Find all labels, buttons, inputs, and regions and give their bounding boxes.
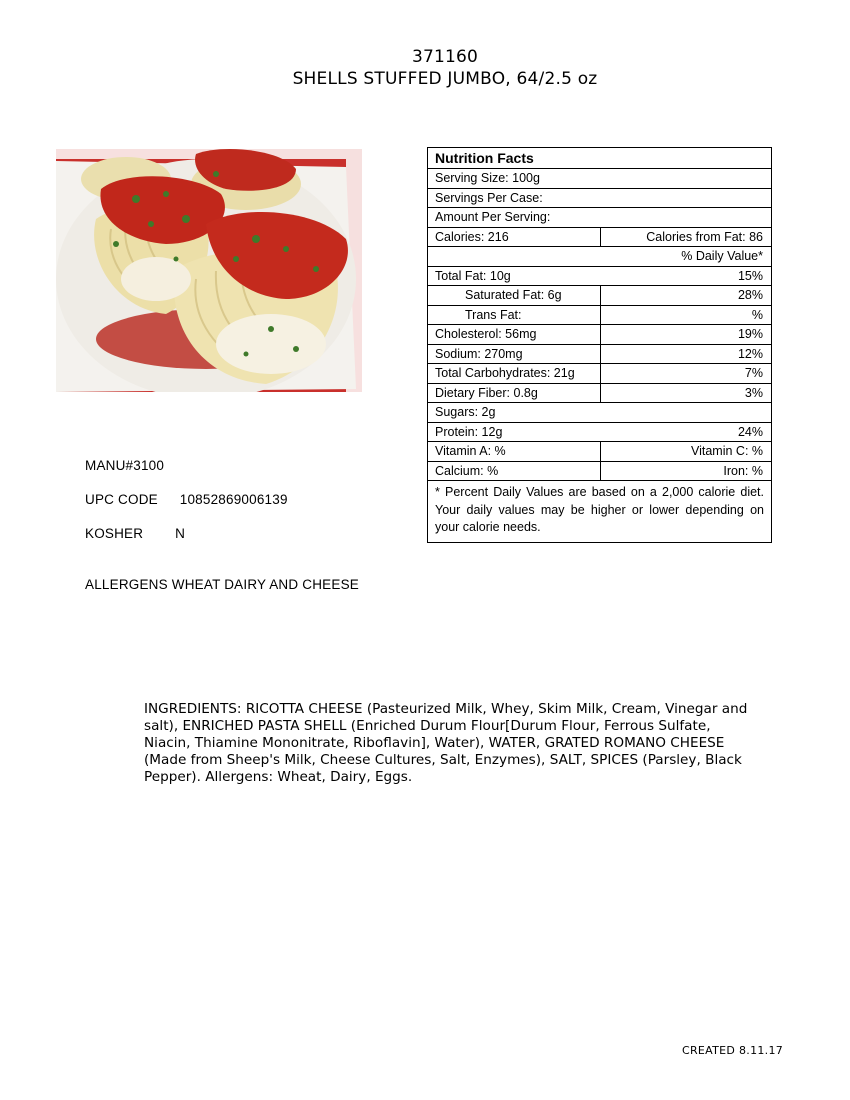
serving-size-row [428,169,771,189]
protein: Protein: 12g [435,424,503,439]
sodium: Sodium: 270mg [428,345,601,364]
product-name: SHELLS STUFFED JUMBO, 64/2.5 oz [292,69,598,89]
total-fat-row [428,267,771,287]
daily-value-footnote: * Percent Daily Values are based on a 2,000 calorie diet. Your daily values may be higher or lower depending on your calorie needs. [435,485,764,534]
calories-row [428,228,771,248]
ingredients-text: INGREDIENTS: RICOTTA CHEESE (Pasteurized Milk, Whey, Skim Milk, Cream, Vinegar and salt), ENRICHED PASTA SHELL (Enriched Durum Flour[Durum Flour, Ferrous Sulfate, Niacin, Thiamine Mononitrate, Riboflavin], Water), WATER, GRATED ROMANO CHEESE (Made from Sheep's Milk, Cheese Cultures, Salt, Enzymes), SALT, SPICES (Parsley, Black Pepper). Allergens: Wheat, Dairy, Eggs. [144,701,748,785]
vitamins-row [428,442,771,462]
kosher-line [85,526,185,541]
servings-per-case: Servings Per Case: [435,190,543,205]
stuffed-shells-illustration [56,149,362,392]
vitamin-a: Vitamin A: % [428,442,601,461]
kosher-label: KOSHER [85,526,144,541]
upc-value: 10852869006139 [179,492,288,507]
sodium-row [428,345,771,365]
protein-row [428,423,771,443]
upc-code-line [85,492,288,507]
sugars-row [428,403,771,423]
protein-dv: 24% [737,424,763,439]
calcium: Calcium: % [428,462,601,481]
vitamin-c: Vitamin C: % [690,444,763,459]
saturated-fat-row [428,286,771,306]
total-carbs: Total Carbohydrates: 21g [428,364,601,383]
amount-per-serving: Amount Per Serving: [435,210,551,225]
total-fat-dv: 15% [737,268,763,283]
saturated-fat-dv: 28% [737,288,763,303]
cholesterol: Cholesterol: 56mg [428,325,601,344]
servings-per-case-row [428,189,771,209]
serving-size: Serving Size: 100g [435,171,540,186]
sodium-dv: 12% [737,346,763,361]
upc-label: UPC CODE [85,492,158,507]
trans-fat-row [428,306,771,326]
nutrition-title-row [428,148,771,169]
trans-fat: Trans Fat: [428,306,601,325]
total-carbs-dv: 7% [744,366,763,381]
created-date: CREATED 8.11.17 [682,1044,784,1057]
nutrition-title: Nutrition Facts [435,150,534,166]
manu-number: MANU#3100 [85,458,165,473]
sugars: Sugars: 2g [435,405,496,420]
product-header [0,46,850,90]
saturated-fat: Saturated Fat: 6g [428,286,601,305]
cholesterol-dv: 19% [737,327,763,342]
item-number: 371160 [411,47,479,67]
total-carbs-row [428,364,771,384]
daily-value-header-row [428,247,771,267]
cholesterol-row [428,325,771,345]
total-fat: Total Fat: 10g [435,268,511,283]
dietary-fiber: Dietary Fiber: 0.8g [428,384,601,403]
calories: Calories: 216 [428,228,601,247]
nutrition-facts-table [427,147,772,543]
stuffed-shells-photo [56,149,362,392]
amount-per-serving-row [428,208,771,228]
minerals-row [428,462,771,482]
allergens-line: ALLERGENS WHEAT DAIRY AND CHEESE [85,577,359,592]
dietary-fiber-row [428,384,771,404]
dietary-fiber-dv: 3% [744,385,763,400]
kosher-value: N [175,526,186,541]
daily-value-header: % Daily Value* [681,249,763,264]
calories-from-fat: Calories from Fat: 86 [646,229,763,244]
iron: Iron: % [723,463,763,478]
trans-fat-dv: % [751,307,763,322]
